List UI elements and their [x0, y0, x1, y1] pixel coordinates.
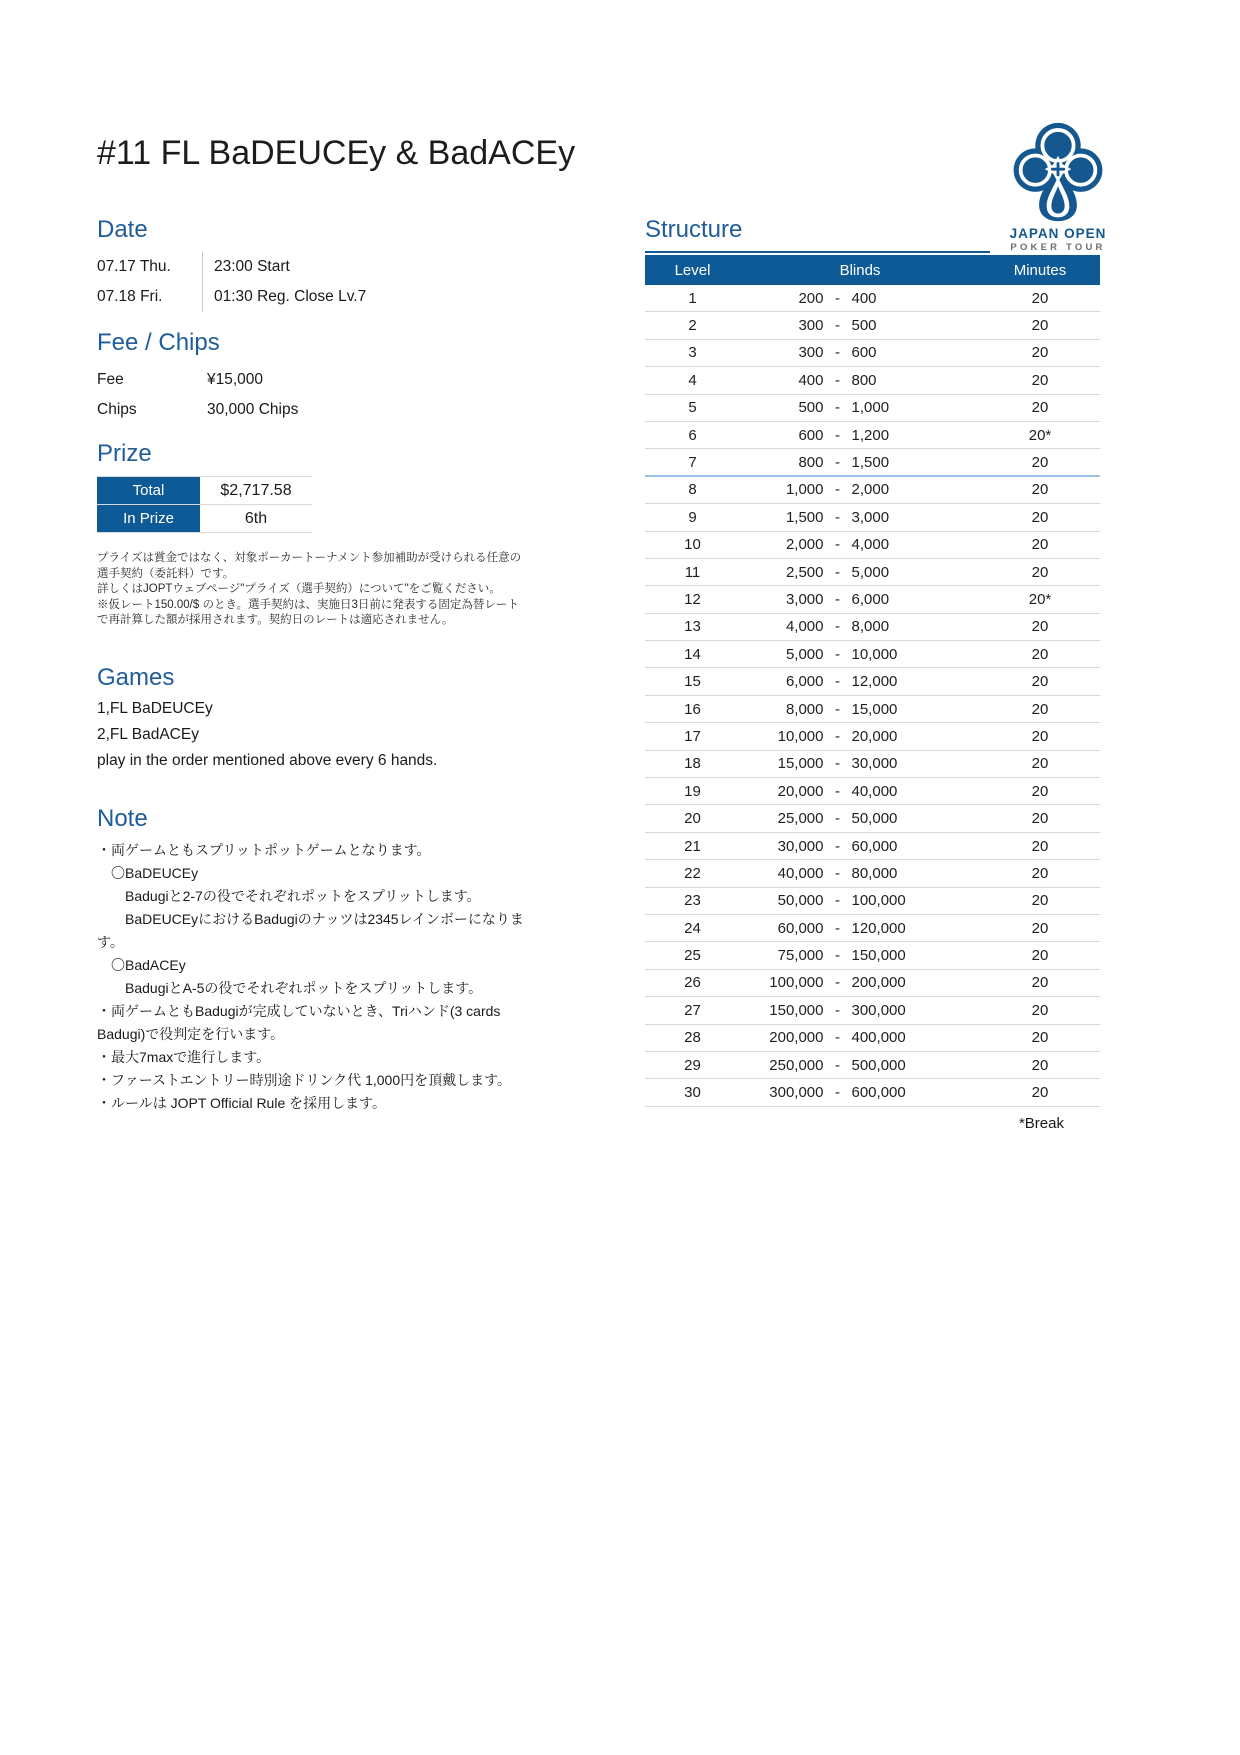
prize-row-label: In Prize [97, 505, 200, 532]
cell-minutes: 20 [1031, 755, 1049, 773]
structure-row [645, 1025, 1100, 1052]
cell-blinds [740, 344, 980, 361]
structure-row [645, 833, 1100, 860]
prize-section [97, 440, 542, 533]
structure-row [645, 559, 1100, 586]
blind-small: 150,000 [769, 1001, 824, 1019]
note-line: ・ルールは JOPT Official Rule を採用します。 [97, 1095, 387, 1111]
blind-small: 15,000 [777, 755, 824, 773]
prize-disclaimer [97, 551, 529, 629]
structure-row [645, 504, 1100, 531]
date-event: 23:00 Start [214, 258, 290, 275]
cell-blinds [740, 920, 980, 937]
blind-big: 8,000 [851, 618, 890, 636]
note-line: ・両ゲームともスプリットポットゲームとなります。 [97, 842, 431, 858]
cell-minutes: 20 [1031, 782, 1049, 800]
blind-dash: - [835, 974, 840, 992]
blind-big: 600,000 [851, 1084, 906, 1102]
blind-big: 4,000 [851, 536, 890, 554]
blind-small: 300 [798, 317, 824, 335]
blind-big: 12,000 [851, 673, 898, 691]
cell-blinds [740, 536, 980, 553]
note-lines [97, 839, 542, 1115]
blind-dash: - [835, 590, 840, 608]
structure-row [645, 422, 1100, 449]
blind-big: 300,000 [851, 1001, 906, 1019]
cell-blinds [740, 755, 980, 772]
note-section [97, 805, 542, 1115]
cell-minutes: 20 [1031, 1056, 1049, 1074]
blind-dash: - [835, 837, 840, 855]
structure-row [645, 970, 1100, 997]
blind-dash: - [835, 947, 840, 965]
structure-row [645, 860, 1100, 887]
games-line: 1,FL BaDEUCEy [97, 700, 213, 717]
cell-level: 22 [684, 864, 701, 882]
structure-row [645, 805, 1100, 832]
blind-big: 1,200 [851, 426, 890, 444]
structure-row [645, 285, 1100, 312]
blind-dash: - [835, 700, 840, 718]
cell-minutes: 20* [1028, 426, 1052, 444]
blind-big: 500,000 [851, 1056, 906, 1074]
blind-small: 600 [798, 426, 824, 444]
structure-row [645, 367, 1100, 394]
blind-small: 30,000 [777, 837, 824, 855]
cell-level: 17 [684, 727, 701, 745]
cell-level: 18 [684, 755, 701, 773]
fee-chips-row [97, 395, 542, 425]
blind-small: 6,000 [785, 673, 824, 691]
structure-row [645, 395, 1100, 422]
games-section [97, 664, 542, 774]
cell-level: 11 [684, 563, 701, 581]
date-row [97, 252, 542, 282]
blind-dash: - [835, 563, 840, 581]
cell-blinds [740, 454, 980, 471]
blind-big: 150,000 [851, 947, 906, 965]
blind-dash: - [835, 426, 840, 444]
blind-big: 800 [851, 371, 877, 389]
note-line: ・最大7maxで進行します。 [97, 1049, 271, 1065]
blind-big: 30,000 [851, 755, 898, 773]
blind-dash: - [835, 892, 840, 910]
note-line: ・ファーストエントリー時別途ドリンク代 1,000円を頂戴します。 [97, 1072, 511, 1088]
cell-blinds [740, 646, 980, 663]
cell-level: 9 [688, 508, 697, 526]
blind-small: 50,000 [777, 892, 824, 910]
blind-small: 4,000 [785, 618, 824, 636]
note-heading: Note [97, 805, 148, 832]
blind-dash: - [835, 645, 840, 663]
blind-small: 250,000 [769, 1056, 824, 1074]
blind-big: 40,000 [851, 782, 898, 800]
cell-level: 21 [684, 837, 701, 855]
note-line: Badugiと2-7の役でそれぞれポットをスプリットします。 [97, 888, 481, 904]
disclaimer-paragraph: ※仮レート150.00/$ のとき。選手契約は、実施日3日前に発表する固定為替レートで再計算した額が採用されます。契約日のレートは適応されません。 [97, 598, 519, 627]
blind-small: 8,000 [785, 700, 824, 718]
games-lines [97, 696, 542, 774]
structure-row [645, 641, 1100, 668]
prize-row [97, 477, 312, 505]
games-line: 2,FL BadACEy [97, 726, 199, 743]
blind-dash: - [835, 618, 840, 636]
blind-dash: - [835, 453, 840, 471]
blind-small: 300 [798, 344, 824, 362]
blind-big: 600 [851, 344, 877, 362]
cell-level: 5 [688, 399, 697, 417]
cell-level: 13 [684, 618, 701, 636]
cell-minutes: 20 [1031, 536, 1049, 554]
structure-row [645, 1052, 1100, 1079]
structure-row [645, 614, 1100, 641]
cell-blinds [740, 509, 980, 526]
cell-blinds [740, 892, 980, 909]
cell-minutes: 20 [1031, 399, 1049, 417]
note-line: 〇BaDEUCEy [97, 865, 199, 881]
cell-blinds [740, 618, 980, 635]
structure-row [645, 477, 1100, 504]
structure-row [645, 888, 1100, 915]
blind-dash: - [835, 508, 840, 526]
cell-minutes: 20 [1031, 947, 1049, 965]
blind-small: 800 [798, 453, 824, 471]
disclaimer-paragraph: 詳しくはJOPTウェブページ"プライズ（選手契約）について"をご覧ください。 [97, 583, 501, 596]
cell-blinds [740, 865, 980, 882]
cell-blinds [740, 1029, 980, 1046]
cell-blinds [740, 564, 980, 581]
cell-blinds [740, 290, 980, 307]
page-title: #11 FL BaDEUCEy & BadACEy [97, 134, 576, 172]
fee-chips-value: ¥15,000 [207, 371, 264, 388]
blind-big: 5,000 [851, 563, 890, 581]
cell-blinds [740, 1084, 980, 1101]
col-header-level: Level [674, 261, 711, 279]
blind-dash: - [835, 727, 840, 745]
blind-dash: - [835, 755, 840, 773]
cell-blinds [740, 481, 980, 498]
cell-minutes: 20 [1031, 919, 1049, 937]
cell-level: 7 [688, 453, 697, 471]
cell-level: 20 [684, 810, 701, 828]
blind-dash: - [835, 864, 840, 882]
col-header-minutes: Minutes [1013, 261, 1067, 279]
blind-big: 50,000 [851, 810, 898, 828]
blind-big: 2,000 [851, 481, 890, 499]
structure-row [645, 668, 1100, 695]
logo-text-japan-open: JAPAN OPEN [1009, 226, 1107, 241]
structure-row [645, 751, 1100, 778]
blind-small: 25,000 [777, 810, 824, 828]
cell-level: 4 [688, 371, 697, 389]
cell-minutes: 20 [1031, 864, 1049, 882]
cell-blinds [740, 974, 980, 991]
cell-level: 19 [684, 782, 701, 800]
structure-row [645, 532, 1100, 559]
date-heading: Date [97, 216, 148, 243]
blind-dash: - [835, 673, 840, 691]
cell-minutes: 20 [1031, 453, 1049, 471]
blind-dash: - [835, 536, 840, 554]
break-footnote: *Break [1018, 1114, 1064, 1132]
games-heading: Games [97, 664, 175, 691]
fee-chips-section [97, 329, 542, 425]
blind-dash: - [835, 481, 840, 499]
blind-small: 20,000 [777, 782, 824, 800]
structure-row [645, 340, 1100, 367]
structure-row [645, 942, 1100, 969]
blind-big: 120,000 [851, 919, 906, 937]
blind-small: 60,000 [777, 919, 824, 937]
cell-level: 25 [684, 947, 701, 965]
cell-minutes: 20* [1028, 590, 1052, 608]
date-divider [202, 252, 203, 312]
cell-blinds [740, 372, 980, 389]
cell-level: 14 [684, 645, 701, 663]
cell-minutes: 20 [1031, 673, 1049, 691]
blind-small: 10,000 [777, 727, 824, 745]
prize-table [97, 476, 312, 533]
blind-small: 200 [798, 289, 824, 307]
blind-big: 500 [851, 317, 877, 335]
cell-blinds [740, 591, 980, 608]
blind-small: 500 [798, 399, 824, 417]
cell-minutes: 20 [1031, 508, 1049, 526]
blind-small: 2,000 [785, 536, 824, 554]
cell-level: 16 [684, 700, 701, 718]
cell-minutes: 20 [1031, 837, 1049, 855]
note-line: 〇BadACEy [97, 957, 186, 973]
cell-minutes: 20 [1031, 289, 1049, 307]
blind-dash: - [835, 919, 840, 937]
cell-level: 29 [684, 1056, 701, 1074]
cell-blinds [740, 1057, 980, 1074]
cell-blinds [740, 701, 980, 718]
date-event: 01:30 Reg. Close Lv.7 [214, 288, 367, 305]
cell-blinds [740, 810, 980, 827]
structure-row [645, 1079, 1100, 1106]
structure-row [645, 778, 1100, 805]
cell-level: 27 [684, 1001, 701, 1019]
blind-small: 75,000 [777, 947, 824, 965]
cell-level: 1 [688, 289, 697, 307]
blind-big: 80,000 [851, 864, 898, 882]
prize-row [97, 505, 312, 533]
note-line: ・両ゲームともBadugiが完成していないとき、Triハンド(3 cards Badugi)で役判定を行います。 [97, 1003, 505, 1042]
blind-big: 10,000 [851, 645, 898, 663]
blind-small: 1,000 [785, 481, 824, 499]
blind-dash: - [835, 810, 840, 828]
cell-minutes: 20 [1031, 317, 1049, 335]
cell-blinds [740, 399, 980, 416]
blind-dash: - [835, 782, 840, 800]
club-logo-icon [1010, 120, 1106, 224]
prize-row-label: Total [97, 477, 200, 504]
structure-table-header [645, 255, 1100, 285]
blind-dash: - [835, 1001, 840, 1019]
cell-minutes: 20 [1031, 727, 1049, 745]
structure-row [645, 449, 1100, 476]
blind-small: 100,000 [769, 974, 824, 992]
cell-blinds [740, 427, 980, 444]
note-line: BadugiとA-5の役でそれぞれポットをスプリットします。 [97, 980, 483, 996]
structure-row [645, 696, 1100, 723]
blind-big: 6,000 [851, 590, 890, 608]
blind-dash: - [835, 399, 840, 417]
blind-dash: - [835, 1084, 840, 1102]
cell-minutes: 20 [1031, 974, 1049, 992]
structure-row [645, 723, 1100, 750]
cell-minutes: 20 [1031, 371, 1049, 389]
cell-level: 15 [684, 673, 701, 691]
fee-chips-value: 30,000 Chips [207, 401, 299, 418]
blind-big: 1,500 [851, 453, 890, 471]
prize-row-value: 6th [244, 509, 268, 527]
note-line: BaDEUCEyにおけるBadugiのナッツは2345レインボーになります。 [97, 911, 524, 950]
blind-small: 3,000 [785, 590, 824, 608]
cell-level: 3 [688, 344, 697, 362]
fee-chips-label: Chips [97, 401, 137, 418]
blind-big: 15,000 [851, 700, 898, 718]
cell-minutes: 20 [1031, 1029, 1049, 1047]
cell-blinds [740, 673, 980, 690]
cell-blinds [740, 783, 980, 800]
structure-table [645, 255, 1100, 1132]
blind-big: 60,000 [851, 837, 898, 855]
cell-level: 12 [684, 590, 701, 608]
cell-blinds [740, 728, 980, 745]
structure-row [645, 312, 1100, 339]
cell-level: 26 [684, 974, 701, 992]
blind-big: 200,000 [851, 974, 906, 992]
blind-small: 400 [798, 371, 824, 389]
cell-minutes: 20 [1031, 618, 1049, 636]
fee-chips-heading: Fee / Chips [97, 329, 220, 356]
date-row [97, 282, 542, 312]
cell-minutes: 20 [1031, 481, 1049, 499]
cell-level: 30 [684, 1084, 701, 1102]
cell-level: 2 [688, 317, 697, 335]
cell-minutes: 20 [1031, 645, 1049, 663]
cell-level: 6 [688, 426, 697, 444]
cell-level: 8 [688, 481, 697, 499]
structure-rows [645, 285, 1100, 1107]
cell-minutes: 20 [1031, 344, 1049, 362]
blind-big: 20,000 [851, 727, 898, 745]
blind-big: 400 [851, 289, 877, 307]
blind-dash: - [835, 317, 840, 335]
blind-dash: - [835, 1056, 840, 1074]
fee-chips-row [97, 365, 542, 395]
prize-heading: Prize [97, 440, 152, 467]
blind-small: 40,000 [777, 864, 824, 882]
cell-blinds [740, 947, 980, 964]
cell-minutes: 20 [1031, 700, 1049, 718]
blind-small: 1,500 [785, 508, 824, 526]
cell-blinds [740, 1002, 980, 1019]
date-table [97, 252, 542, 312]
structure-row [645, 586, 1100, 613]
blind-small: 5,000 [785, 645, 824, 663]
blind-small: 2,500 [785, 563, 824, 581]
blind-big: 400,000 [851, 1029, 906, 1047]
fee-chips-table [97, 365, 542, 425]
blind-big: 3,000 [851, 508, 890, 526]
cell-level: 10 [684, 536, 701, 554]
structure-row [645, 997, 1100, 1024]
blind-dash: - [835, 289, 840, 307]
blind-dash: - [835, 344, 840, 362]
cell-minutes: 20 [1031, 563, 1049, 581]
blind-small: 300,000 [769, 1084, 824, 1102]
cell-level: 24 [684, 919, 701, 937]
disclaimer-paragraph: プライズは賞金ではなく、対象ポーカートーナメント参加補助が受けられる任意の選手契約（委託料）です。 [97, 552, 522, 580]
games-line: play in the order mentioned above every 6 hands. [97, 752, 438, 769]
prize-row-value: $2,717.58 [220, 481, 292, 499]
cell-level: 23 [684, 892, 701, 910]
cell-minutes: 20 [1031, 1001, 1049, 1019]
cell-blinds [740, 838, 980, 855]
date-section [97, 216, 542, 312]
cell-minutes: 20 [1031, 1084, 1049, 1102]
logo-text-poker-tour: POKER TOUR [1010, 242, 1106, 253]
blind-dash: - [835, 371, 840, 389]
cell-minutes: 20 [1031, 810, 1049, 828]
structure-row [645, 915, 1100, 942]
blind-dash: - [835, 1029, 840, 1047]
blind-big: 1,000 [851, 399, 890, 417]
cell-minutes: 20 [1031, 892, 1049, 910]
col-header-blinds: Blinds [839, 261, 881, 279]
structure-heading: Structure [645, 216, 990, 253]
date-day: 07.17 Thu. [97, 258, 171, 275]
date-day: 07.18 Fri. [97, 288, 163, 305]
blind-big: 100,000 [851, 892, 906, 910]
fee-chips-label: Fee [97, 371, 124, 388]
cell-blinds [740, 317, 980, 334]
blind-small: 200,000 [769, 1029, 824, 1047]
structure-section [645, 216, 1100, 1132]
cell-level: 28 [684, 1029, 701, 1047]
